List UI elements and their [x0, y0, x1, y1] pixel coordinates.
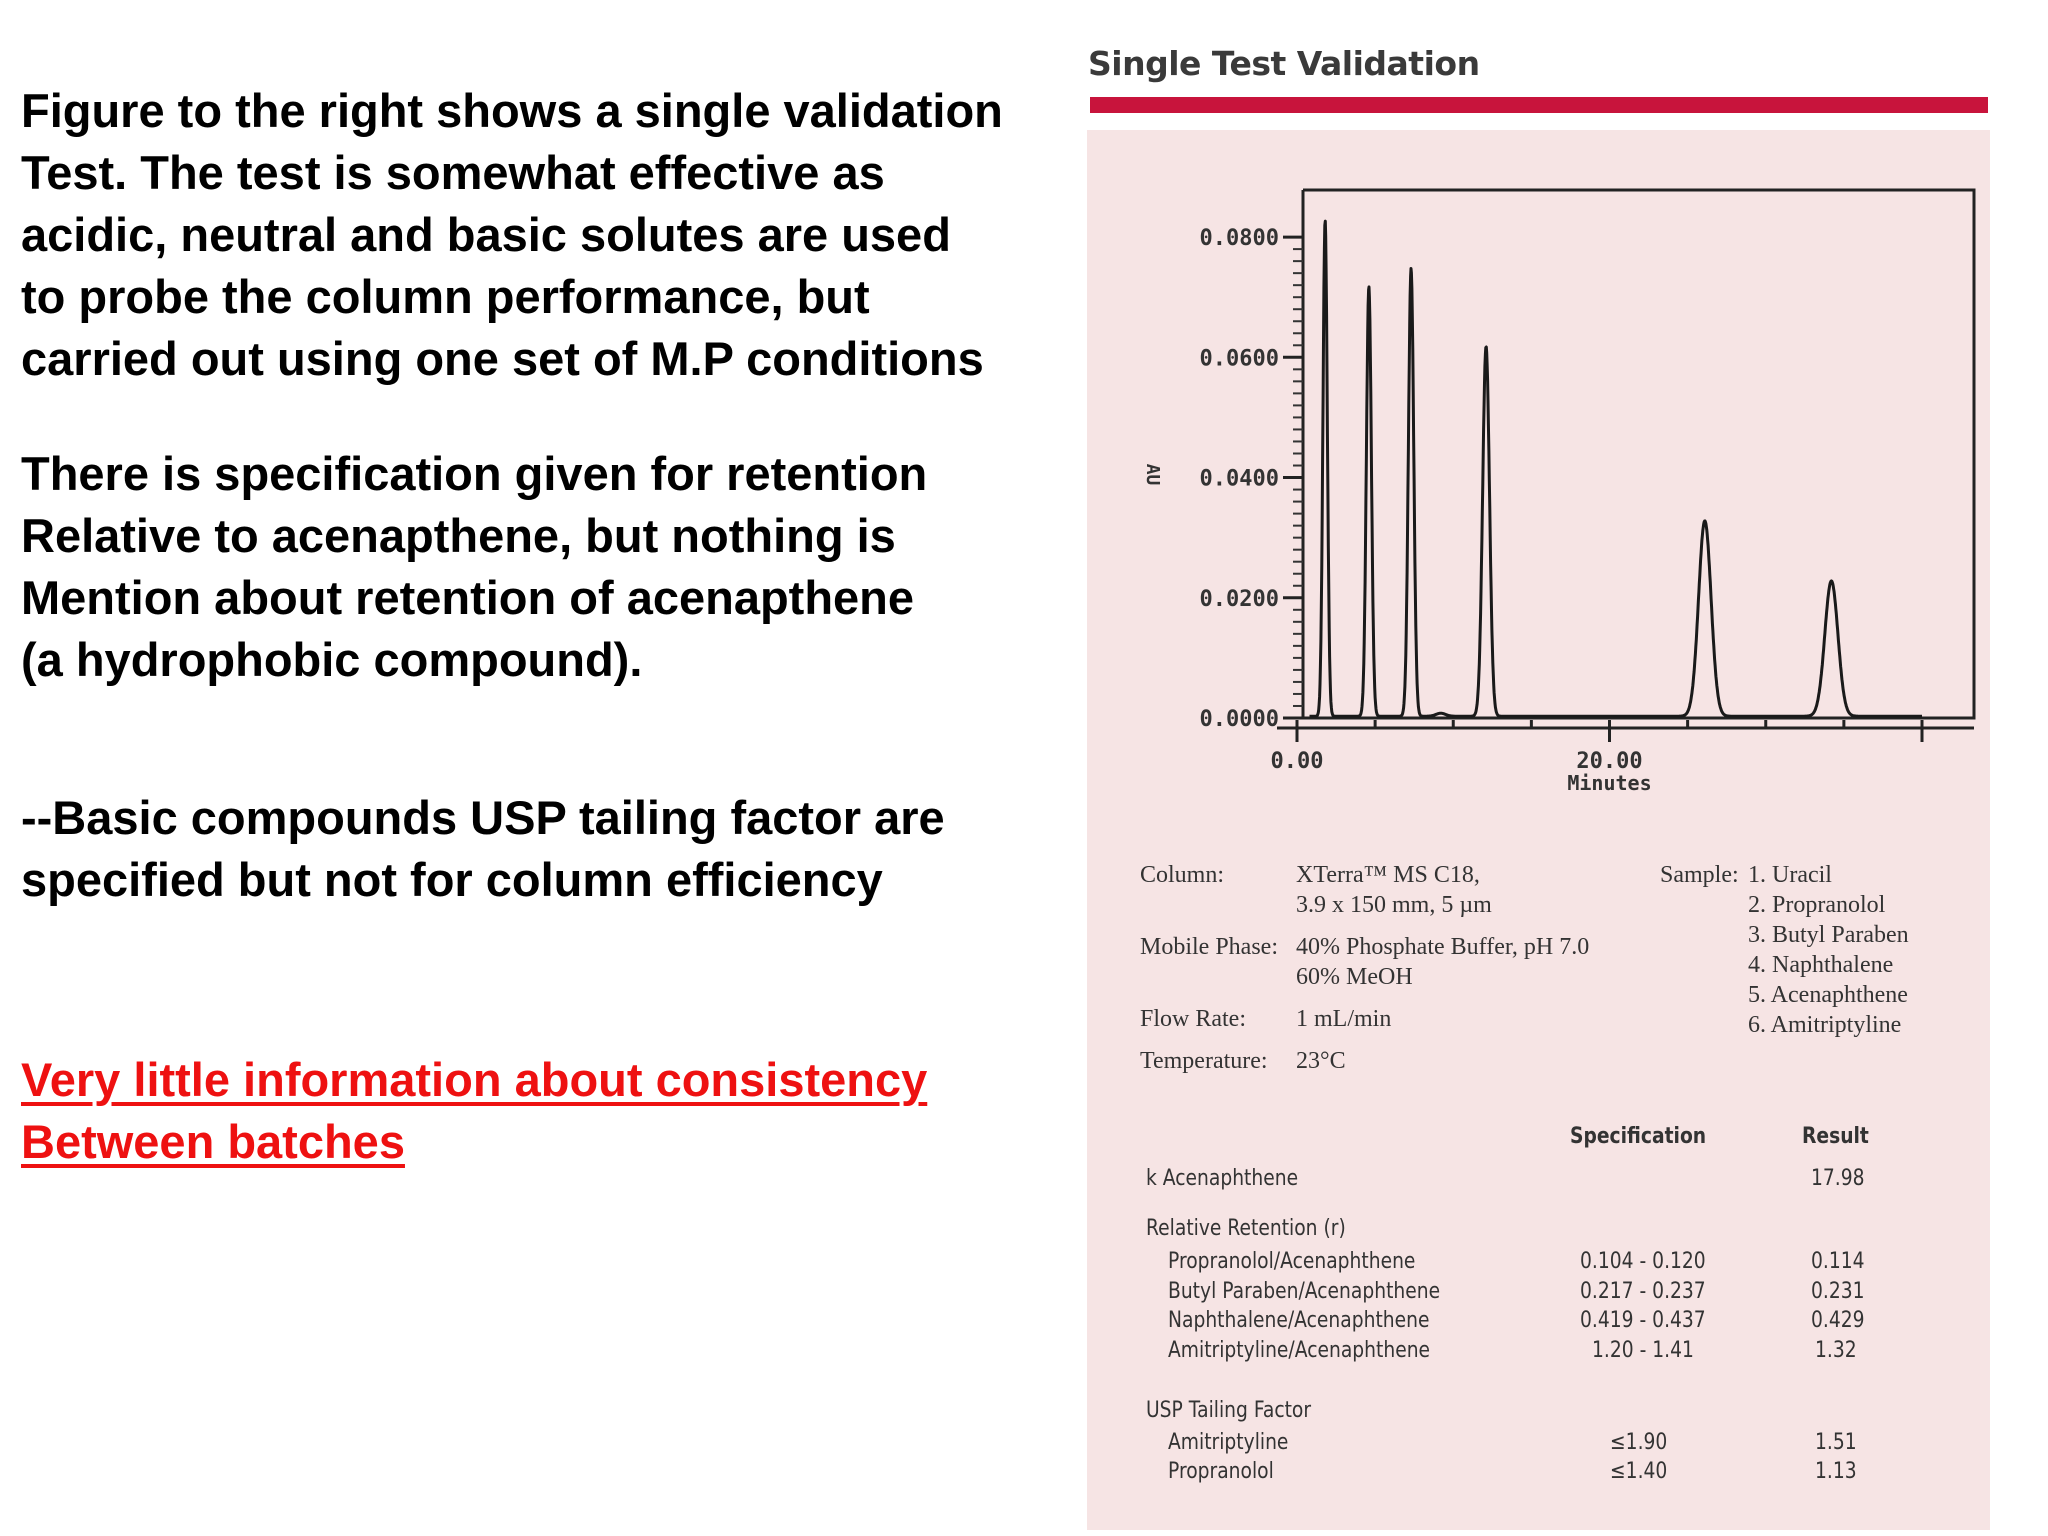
rr-row-result: 0.429 [1811, 1308, 1865, 1333]
paragraph-tailing [21, 787, 945, 911]
panel-title: Single Test Validation [1088, 44, 1480, 83]
text-line: Test. The test is somewhat effective as [21, 146, 885, 199]
sample-item: 5. Acenaphthene [1748, 982, 1908, 1008]
usp-row-spec: ≤1.40 [1610, 1459, 1668, 1484]
result-header: Result [1802, 1124, 1869, 1149]
flow-rate-label: Flow Rate: [1140, 1006, 1246, 1032]
rr-row-name: Propranolol/Acenaphthene [1168, 1249, 1416, 1274]
text-line: specified but not for column efficiency [21, 853, 883, 906]
y-tick-label: 0.0000 [1199, 707, 1279, 732]
x-tick-label: 0.00 [1270, 749, 1324, 774]
chromatogram-trace [1310, 221, 1923, 716]
x-tick-label: 20.00 [1576, 749, 1643, 774]
sample-item: 3. Butyl Paraben [1748, 922, 1909, 948]
rr-row-name: Amitriptyline/Acenaphthene [1168, 1338, 1431, 1363]
k-acenaphthene-label: k Acenaphthene [1146, 1166, 1299, 1191]
k-acenaphthene-result: 17.98 [1811, 1166, 1865, 1191]
spec-header: Specification [1570, 1124, 1707, 1149]
rr-row-result: 1.32 [1815, 1338, 1857, 1363]
text-line: carried out using one set of M.P conditions [21, 332, 984, 385]
plot-frame [1303, 190, 1974, 718]
column-value-1: XTerra™ MS C18, [1296, 862, 1480, 888]
rr-row-spec: 0.104 - 0.120 [1580, 1249, 1706, 1274]
x-axis-label: Minutes [1567, 771, 1652, 795]
y-tick-label: 0.0400 [1199, 466, 1279, 492]
y-tick-label: 0.0200 [1199, 586, 1279, 612]
usp-row-result: 1.13 [1815, 1459, 1857, 1484]
mobile-phase-value-2: 60% MeOH [1296, 964, 1413, 990]
text-line: to probe the column performance, but [21, 270, 870, 323]
chromatogram-chart [1087, 160, 1987, 810]
relative-retention-header: Relative Retention (r) [1146, 1216, 1346, 1241]
usp-row-name: Propranolol [1168, 1459, 1274, 1484]
rr-row-spec: 0.217 - 0.237 [1580, 1279, 1706, 1304]
text-line: Relative to acenapthene, but nothing is [21, 509, 896, 562]
usp-row-result: 1.51 [1815, 1430, 1857, 1455]
sample-item: 6. Amitriptyline [1748, 1012, 1902, 1038]
paragraph-intro [21, 80, 1003, 390]
rr-row-spec: 0.419 - 0.437 [1580, 1308, 1706, 1333]
paragraph-retention [21, 443, 927, 691]
rr-row-name: Naphthalene/Acenaphthene [1168, 1308, 1430, 1333]
text-line: Figure to the right shows a single validation [21, 84, 1003, 137]
usp-tailing-header: USP Tailing Factor [1146, 1398, 1312, 1423]
text-line: --Basic compounds USP tailing factor are [21, 791, 945, 844]
text-line: There is specification given for retention [21, 447, 928, 500]
accent-rule [1090, 97, 1988, 113]
rr-row-result: 0.114 [1811, 1249, 1865, 1274]
text-line: Very little information about consistency [21, 1053, 928, 1106]
sample-item: 1. Uracil [1748, 862, 1832, 888]
column-value-2: 3.9 x 150 mm, 5 µm [1296, 892, 1492, 918]
mobile-phase-label: Mobile Phase: [1140, 934, 1278, 960]
text-line: Mention about retention of acenapthene [21, 571, 915, 624]
temperature-value: 23°C [1296, 1048, 1346, 1074]
y-tick-label: 0.0800 [1199, 226, 1279, 252]
usp-row-name: Amitriptyline [1168, 1430, 1289, 1455]
text-line: (a hydrophobic compound). [21, 633, 643, 686]
y-tick-label: 0.0600 [1199, 346, 1279, 372]
mobile-phase-value-1: 40% Phosphate Buffer, pH 7.0 [1296, 934, 1590, 960]
paragraph-consistency-highlight [21, 1049, 927, 1173]
temperature-label: Temperature: [1140, 1048, 1268, 1074]
rr-row-name: Butyl Paraben/Acenaphthene [1168, 1279, 1441, 1304]
sample-label: Sample: [1660, 862, 1739, 888]
sample-item: 4. Naphthalene [1748, 952, 1894, 978]
y-axis-label: AU [1142, 463, 1163, 486]
sample-item: 2. Propranolol [1748, 892, 1886, 918]
text-line: acidic, neutral and basic solutes are used [21, 208, 951, 261]
usp-row-spec: ≤1.90 [1610, 1430, 1668, 1455]
flow-rate-value: 1 mL/min [1296, 1006, 1392, 1032]
rr-row-result: 0.231 [1811, 1279, 1865, 1304]
text-line: Between batches [21, 1115, 405, 1168]
column-label: Column: [1140, 862, 1225, 888]
rr-row-spec: 1.20 - 1.41 [1592, 1338, 1694, 1363]
